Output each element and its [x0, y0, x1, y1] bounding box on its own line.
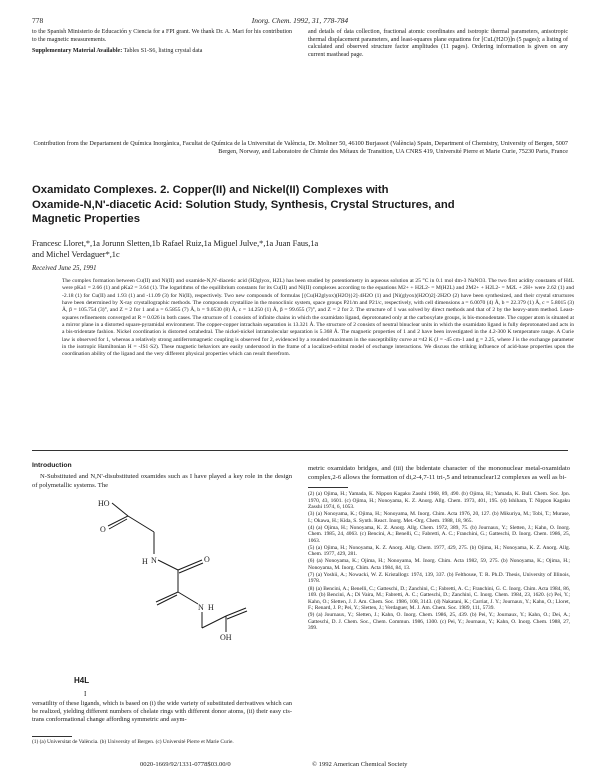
- page-number: 778: [32, 16, 44, 25]
- footnote-rule: [32, 736, 72, 737]
- abstract: The complex formation between Cu(II) and Ni(II) and oxamide-N,N'-diacetic acid (H2glyox, H2L) has been studied by potentiometry in aqueous solution at 25 °C in 0.1 mol dm-3 NaNO3. The two first acidity constants of H4L were pKa1 = 2.66 (1) and pKa2 = 3.64 (1). The logarithms of the equilibrium constants for its Cu(II) and Ni(II) complexes according to the equations M2+ + H2L2- = M(H2L) and 2M2+ + H2L2- = M2L + 2H+ were 2.62 (1) and -2.18 (1) for Cu(II) and 1.93 (1) and -11.09 (3) for Ni(II), respectively. Two new compounds of formulas [{Cu(H2glyox)(H2O)}2]·4H2O (1) and [Ni(glyox)(H2O)2]·2H2O (2) have been synthesized, and their crystal structures have been determined by X-ray crystallographic methods. The compounds crystallize in the monoclinic system, space groups P21/m and P21/c, respectively, with cell dimensions a = 6.0070 (4) Å, b = 22.379 (1) Å, c = 5.8015 (3) Å, β = 105.754 (3)°, and Z = 2 for 1 and a = 6.5855 (7) Å, b = 9.0530 (8) Å, c = 14.250 (1) Å, β = 99.655 (7)°, and Z = 2 for 2. The structure of 1 was solved by direct methods and that of 2 by the heavy-atom method. Least-squares refinements converged at R = 0.026 in both cases. The structure of 1 consists of infinite chains in which the oxamidato ligand, deprotonated only at the carboxylate groups, is bis-monodentate. The copper atom is situated at a mirror plane in a distorted square-pyramidal environment. The copper-copper intrachain separation is 13.321 Å. The structure of 2 consists of neutral binuclear units in which the oxamidato ligand is fully deprotonated and acts in a bis-tridentate fashion. Nickel coordination is distorted octahedral. The nickel-nickel intramolecular separation is 5.368 Å. The magnetic properties of 1 and 2 have been investigated in the 4.2-300 K temperature range. A Curie law is observed for 1, whereas a relatively strong antiferromagnetic coupling is observed for 2, evidenced by a rounded maximum in the susceptibility curve at ≈42 K (J = -45 cm-1 and g = 2.25, where J is the exchange parameter in the isotropic Hamiltonian H = -JS1·S2). These magnetic behaviors are easily understood in the frame of a localized-orbital model of exchange interactions. We discuss the striking influence of acid-base properties upon the coordination ability of the ligand and the very different physical properties which can result therefrom.: [62, 278, 574, 358]
- atom-label-hydroxyl-bottom: OH: [220, 633, 232, 642]
- structure-label: H4L: [74, 676, 90, 685]
- atom-label-amide-n-lower: N: [198, 603, 204, 612]
- references-rule: [308, 487, 348, 488]
- introduction-right-column: metric oxamidato bridges, and (iii) the bidentate character of the mononuclear metal-oxamidato complex,2-6 allows the formation of di,2-4,7-11 tri-,5 and tetranuclear12 complexes as well as bi-: [308, 465, 570, 481]
- acknowledgment-block: [32, 29, 292, 56]
- reference-item: (9) (a) Journaux, Y.; Sletten, J.; Kahn, O. Inorg. Chem. 1986, 25, 439. (b) Pei, Y.; Journaux, Y.; Kahn, O.; Dei, A.; Gatteschi, D. J. Chem. Soc., Chem. Commun. 1986, 1300. (c) Pei, Y.; Journaux, Y.; Kahn, O. Inorg. Chem. 1988, 27, 399.: [308, 612, 570, 632]
- footer-copyright: © 1992 American Chemical Society: [312, 761, 408, 768]
- introduction-heading: Introduction: [32, 462, 72, 469]
- journal-citation: Inorg. Chem. 1992, 31, 778-784: [251, 16, 349, 25]
- article-title: [32, 183, 572, 227]
- title-line-2: Oxamide-N,N'-diacetic Acid: Solution Study, Synthesis, Crystal Structures, and: [32, 198, 455, 211]
- atom-label-hydroxyl-top: HO: [98, 499, 110, 508]
- footnote: (1) (a) Universitat de València. (b) University of Bergen. (c) Université Pierre et Marie Curie.: [32, 739, 234, 745]
- title-line-3: Magnetic Properties: [32, 213, 140, 225]
- references-list: [308, 491, 570, 632]
- title-line-1: Oxamidato Complexes. 2. Copper(II) and Nickel(II) Complexes with: [32, 184, 389, 196]
- reference-item: (7) (a) Yoshii, A.; Nowacki, W. Z. Kristallogr. 1974, 139, 337. (b) Felthouse, T. R. Ph.D. Thesis, University of Illinois, 1978.: [308, 571, 570, 585]
- reference-item: (3) (a) Nonoyama, K.; Ojima, H.; Nonoyama, M. Inorg. Chim. Acta 1976, 20, 127. (b) Mikuriya, M.; Tobi, T.; Murase, I.; Okawa, H.; Kida, S. Synth. React. Inorg. Met.-Org. Chem. 1988, 18, 965.: [308, 511, 570, 524]
- atom-label-amide-h-lower: H: [208, 603, 214, 612]
- reference-item: (4) (a) Ojima, H.; Nonoyama, K. Z. Anorg. Allg. Chem. 1972, 389, 75. (b) Journaux, Y.; Sletten, J.; Kahn, O. Inorg. Chem. 1985, 24, 4063. (c) Bencini, A.; Benelli, C.; Fabretti, A. C.; Franchini, G.; Gatteschi, D. Inorg. Chem. 1986, 25, 1063.: [308, 524, 570, 544]
- reference-item: (2) (a) Ojima, H.; Yamada, K. Nippon Kagaku Zasshi 1968, 89, 490. (b) Ojima, H.; Yamada, K. Bull. Chem. Soc. Jpn. 1970, 43, 1601. (c) Ojima, H.; Nonoyama, K. Z. Anorg. Allg. Chem. 1973, 401, 195. (d) Ishihara, T. Nippon Kagaku Zasshi 1974, 6, 1053.: [308, 491, 570, 510]
- reference-item: (5) (a) Ojima, H.; Nonoyama, K. Z. Anorg. Allg. Chem. 1977, 429, 275. (b) Ojima, H.; Nonoyama, K. Z. Anorg. Allg. Chem. 1977, 429, 281.: [308, 544, 570, 558]
- authors-line-2: and Michel Verdaguer*,1c: [32, 250, 120, 259]
- received-date: Received June 25, 1991: [32, 265, 97, 272]
- oxamide-structure-figure: [50, 496, 280, 648]
- supplementary-text: Tables S1-S6, listing crystal data: [123, 48, 203, 55]
- abstract-rule: [32, 450, 568, 451]
- atom-label-amide-h-upper: H: [142, 557, 148, 566]
- authors: [32, 238, 572, 260]
- structure-numeral: I: [84, 690, 87, 698]
- atom-label-carbonyl-o-lower: O: [204, 555, 210, 564]
- acknowledgment-text: to the Spanish Ministerio de Educación y Ciencia for a FPI grant. We thank Dr. A. Mari for his contribution to the magnetic measurements.: [32, 29, 292, 43]
- introduction-paragraph-start: N-Substituted and N,N'-disubstituted oxamides such as I have played a key role in the design of polymetallic systems. The: [32, 473, 292, 489]
- contribution-affiliation: Contribution from the Departament de Química Inorgànica, Facultat de Química de la Universitat de València, Dr. Moliner 50, 46100 Burjassot (València) Spain, Department of Chemistry, University of Bergen, 5007 Bergen, Norway, and Laboratoire de Chimie des Métaux de Transition, UA CNRS 419, Université Pierre et Marie Curie, 75230 Paris, France: [33, 140, 568, 155]
- supplementary-continuation: and details of data collection, fractional atomic coordinates and isotropic thermal parameters, anisotropic thermal displacement parameters, and least-squares plane equations for [CuL(H2O)]n (5 pages); a listing of calculated and observed structure factor amplitudes (11 pages). Ordering information is given on any current masthead page.: [308, 29, 568, 58]
- supplementary-material: [32, 48, 292, 56]
- authors-line-1: Francesc Lloret,*,1a Jorunn Sletten,1b Rafael Ruiz,1a Miguel Julve,*,1a Juan Faus,1a: [32, 239, 319, 248]
- atom-label-amide-n-upper: N: [151, 556, 157, 565]
- atom-label-carbonyl-o-upper: O: [100, 525, 106, 534]
- structure-bonds: [108, 503, 247, 632]
- introduction-paragraph-continue: versatility of these ligands, which is based on (i) the wide variety of substituted derivatives which can be realized, yielding different numbers of chelate rings with different donor atoms, (ii) their easy cis-trans conformational change affording symmetric and asym-: [32, 700, 292, 724]
- footer-code: 0020-1669/92/1331-0778$03.00/0: [140, 761, 231, 768]
- reference-item: (8) (a) Bencini, A.; Benelli, C.; Gatteschi, D.; Zanchini, C.; Fabretti, A. C.; Franchini, G. C. Inorg. Chim. Acta 1984, 86, 169. (b) Bencini, A.; Di Vaira, M.; Fabretti, A. C.; Gatteschi, D.; Zanchini, C. Inorg. Chem. 1984, 23, 1620. (c) Pei, Y.; Kahn, O.; Sletten, J. J. Am. Chem. Soc. 1986, 108, 3143. (d) Nakatani, K.; Carriat, J. Y.; Journaux, Y.; Kahn, O.; Lloret, F.; Renard, J. P.; Pei, Y.; Sletten, J.; Verdaguer, M. J. Am. Chem. Soc. 1989, 111, 5739.: [308, 585, 570, 612]
- supplementary-label: Supplementary Material Available:: [32, 48, 123, 55]
- reference-item: (6) (a) Nonoyama, K.; Ojima, H.; Nonoyama, M. Inorg. Chim. Acta 1982, 59, 275. (b) Nonoyama, K.; Ojima, H.; Nonoyama, M. Inorg. Chim. Acta 1984, 84, 13.: [308, 558, 570, 571]
